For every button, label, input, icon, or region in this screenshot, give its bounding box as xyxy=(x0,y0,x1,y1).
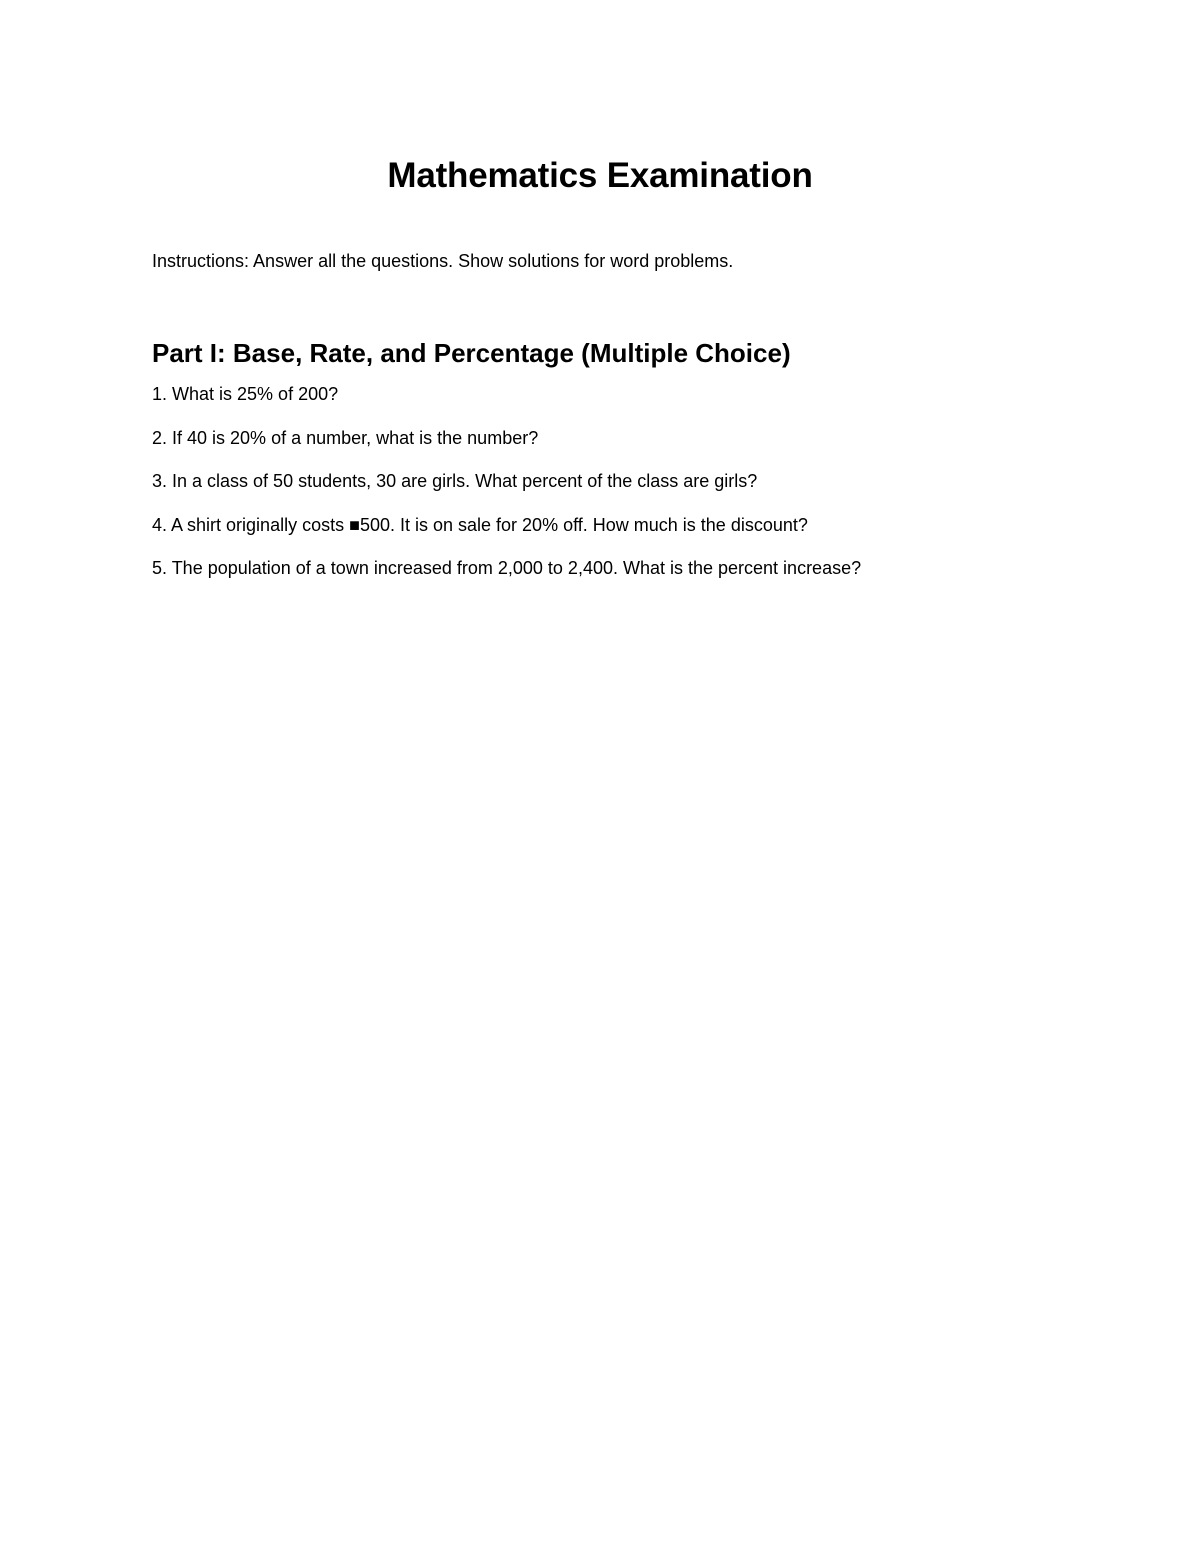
question-list xyxy=(152,382,861,600)
page-title: Mathematics Examination xyxy=(387,156,813,195)
question-3: 3. In a class of 50 students, 30 are girls. What percent of the class are girls? xyxy=(152,471,758,491)
instructions-text: Instructions: Answer all the questions. Show solutions for word problems. xyxy=(152,251,734,271)
section-heading-part-1: Part I: Base, Rate, and Percentage (Multiple Choice) xyxy=(152,338,791,368)
question-2: 2. If 40 is 20% of a number, what is the number? xyxy=(152,427,539,448)
question-5: 5. The population of a town increased from 2,000 to 2,400. What is the percent increase? xyxy=(152,558,862,578)
question-1: 1. What is 25% of 200? xyxy=(152,384,339,404)
question-4: 4. A shirt originally costs ■500. It is on sale for 20% off. How much is the discount? xyxy=(152,514,808,535)
